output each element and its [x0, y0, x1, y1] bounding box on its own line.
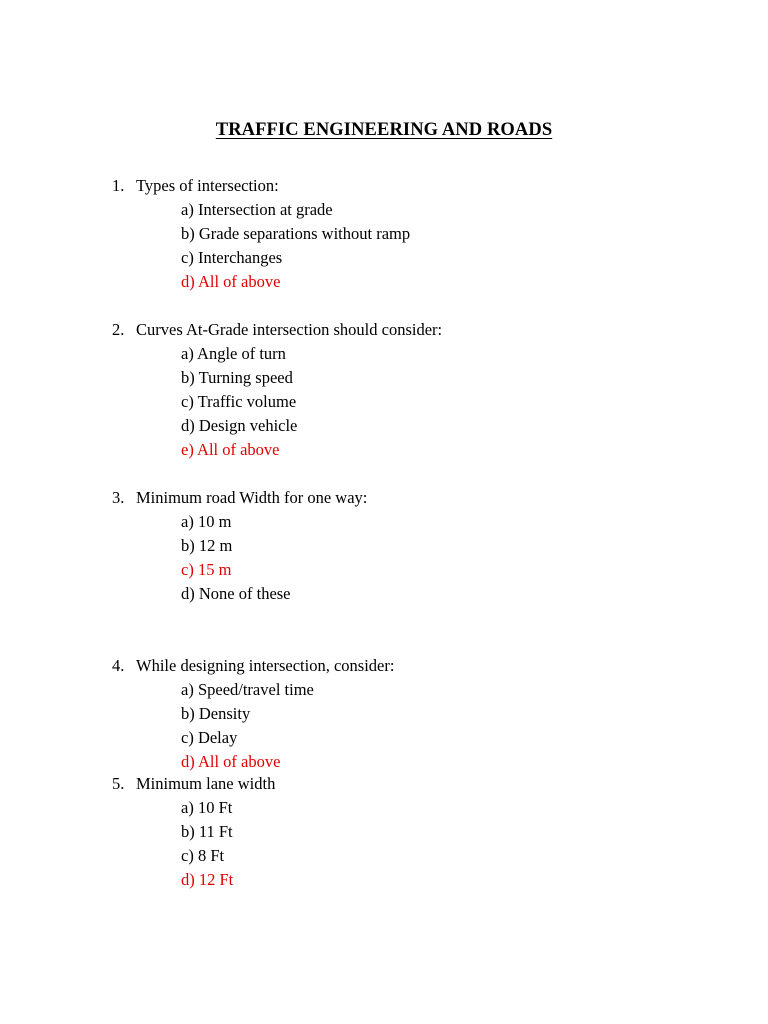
option-list: [112, 678, 394, 774]
option-list: [112, 510, 367, 606]
answer-option: a) Intersection at grade: [181, 200, 333, 219]
answer-option: d) None of these: [181, 584, 291, 603]
answer-option: c) 8 Ft: [181, 846, 225, 865]
option-list: [112, 198, 410, 294]
answer-option: b) Turning speed: [181, 368, 293, 387]
question-text: Types of intersection:: [136, 176, 279, 195]
question-header: [112, 318, 442, 342]
question-number: 1.: [112, 176, 125, 195]
answer-option: c) Interchanges: [181, 248, 283, 267]
answer-option: a) 10 Ft: [181, 798, 233, 817]
question-text: Minimum lane width: [136, 774, 276, 793]
question-number: 3.: [112, 488, 125, 507]
answer-option: c) Delay: [181, 728, 238, 747]
question-number: 2.: [112, 320, 125, 339]
question-block: [112, 174, 410, 294]
answer-option: a) 10 m: [181, 512, 232, 531]
question-number: 4.: [112, 656, 125, 675]
correct-answer-option: d) All of above: [181, 272, 281, 291]
answer-option: a) Speed/travel time: [181, 680, 314, 699]
answer-option: a) Angle of turn: [181, 344, 286, 363]
answer-option: b) 11 Ft: [181, 822, 233, 841]
option-list: [112, 796, 275, 892]
question-header: [112, 486, 367, 510]
question-block: [112, 654, 394, 774]
correct-answer-option: c) 15 m: [181, 560, 232, 579]
question-number: 5.: [112, 774, 125, 793]
answer-option: b) Grade separations without ramp: [181, 224, 411, 243]
question-block: [112, 486, 367, 606]
page-title: TRAFFIC ENGINEERING AND ROADS: [215, 120, 553, 140]
question-header: [112, 772, 275, 796]
correct-answer-option: e) All of above: [181, 440, 280, 459]
question-header: [112, 654, 394, 678]
answer-option: b) 12 m: [181, 536, 233, 555]
question-text: Minimum road Width for one way:: [136, 488, 368, 507]
question-block: [112, 318, 442, 462]
option-list: [112, 342, 442, 462]
correct-answer-option: d) All of above: [181, 752, 281, 771]
correct-answer-option: d) 12 Ft: [181, 870, 234, 889]
answer-option: b) Density: [181, 704, 251, 723]
question-text: Curves At-Grade intersection should consider:: [136, 320, 443, 339]
answer-option: d) Design vehicle: [181, 416, 298, 435]
question-header: [112, 174, 410, 198]
answer-option: c) Traffic volume: [181, 392, 297, 411]
question-text: While designing intersection, consider:: [136, 656, 395, 675]
question-block: [112, 772, 275, 892]
